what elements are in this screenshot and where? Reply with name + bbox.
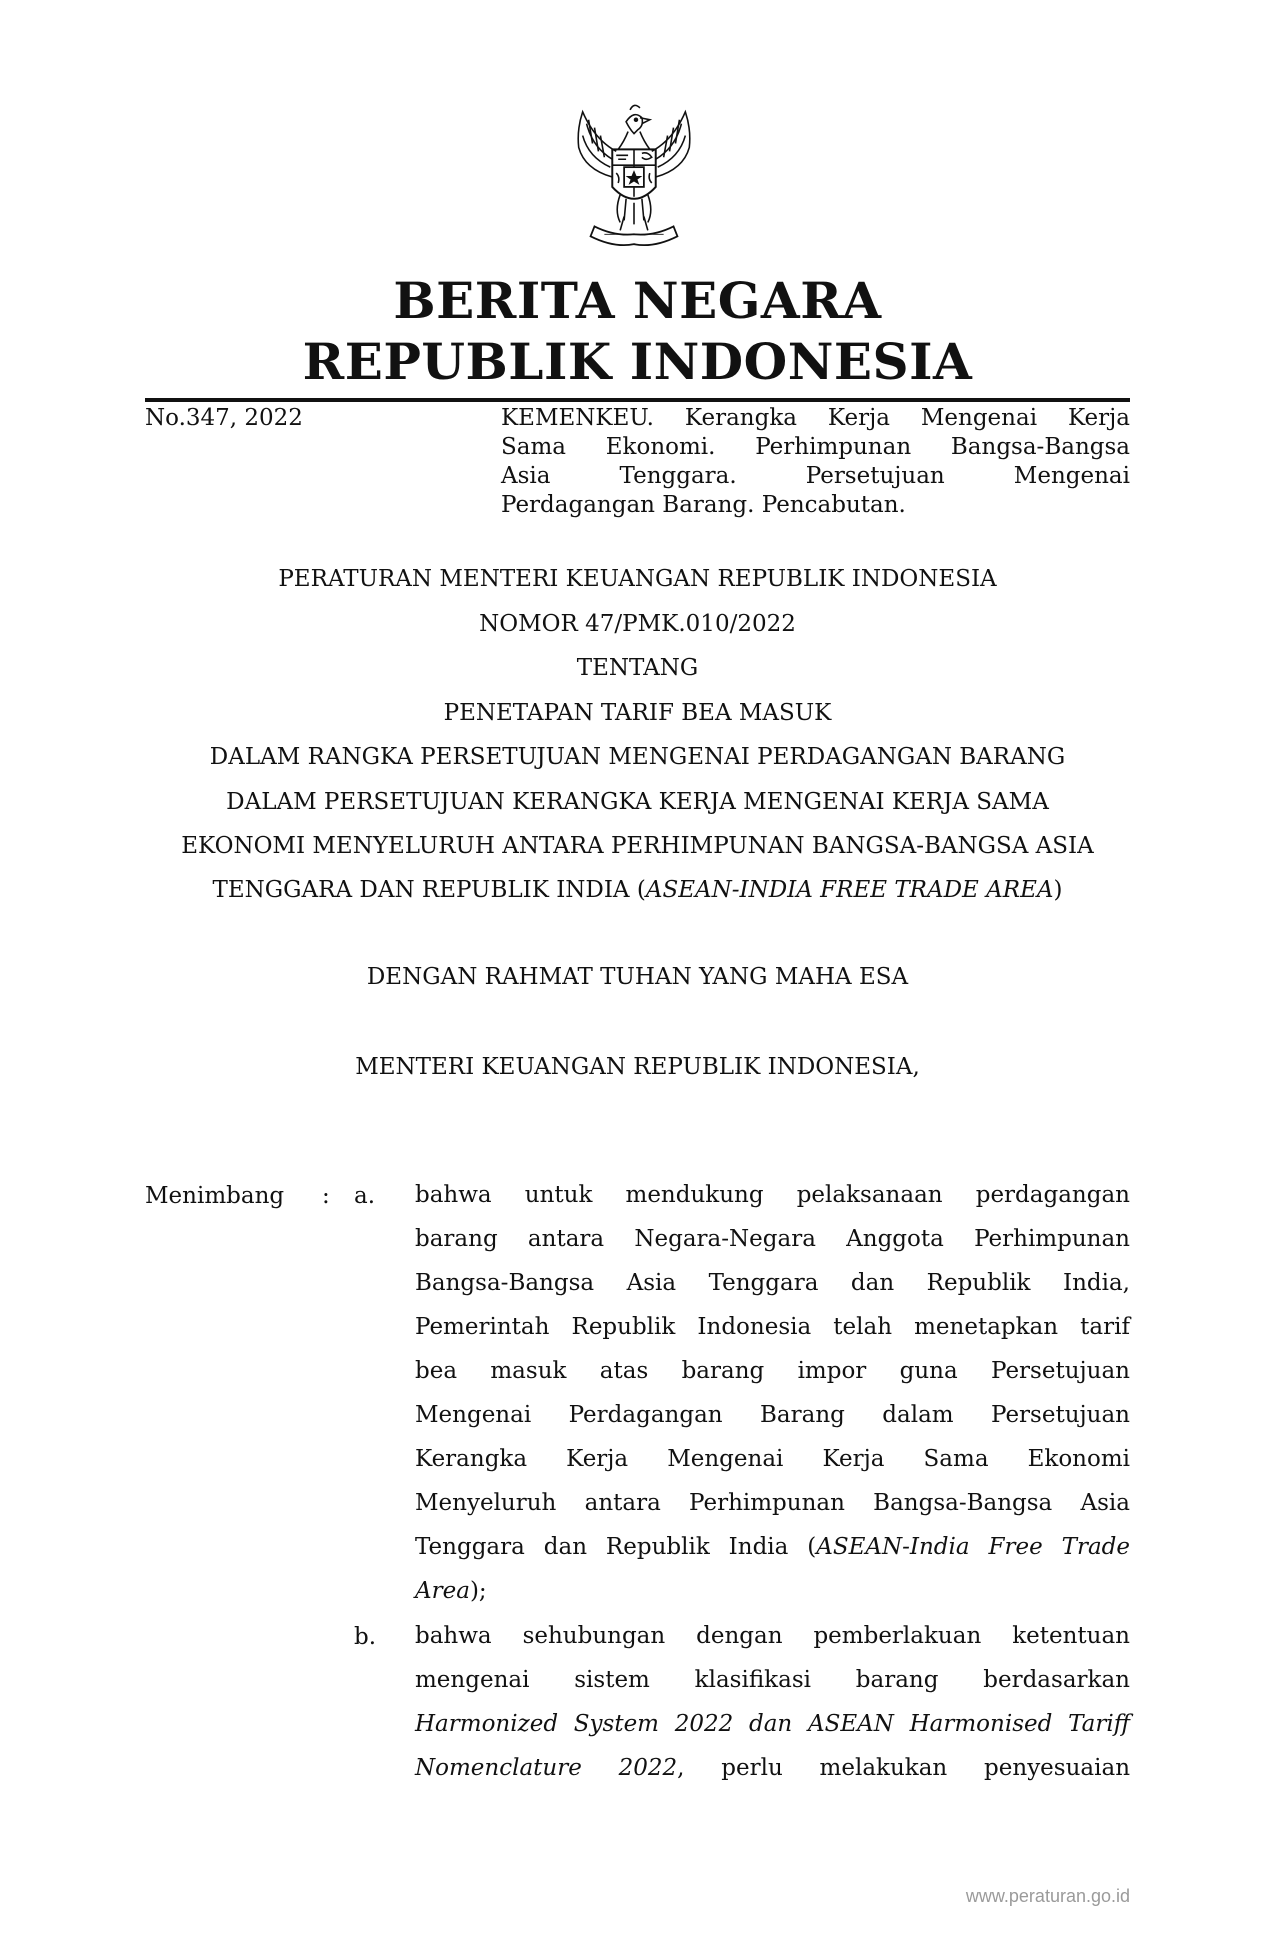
line-suffix: ); (469, 1578, 487, 1604)
issue-summary-line: Perdagangan Barang. Pencabutan. (501, 492, 906, 518)
regulation-number: NOMOR 47/PMK.010/2022 (479, 611, 796, 637)
garuda-emblem-icon (555, 100, 713, 258)
paragraph-line (415, 1569, 1130, 1613)
issue-summary-line: Asia Tenggara. Persetujuan Mengenai (501, 463, 1130, 489)
issue-summary-line: Sama Ekonomi. Perhimpunan Bangsa-Bangsa (501, 434, 1130, 460)
minister-title: MENTERI KEUANGAN REPUBLIK INDONESIA, (355, 1054, 920, 1080)
paragraph-line (415, 1702, 1130, 1746)
line-italic: Nomenclature 2022 (415, 1755, 678, 1781)
paragraph-line: bahwa untuk mendukung pelaksanaan perdagangan (415, 1182, 1130, 1208)
line-italic: Area (415, 1578, 470, 1604)
regulation-title-italic: ASEAN-INDIA FREE TRADE AREA (645, 877, 1054, 903)
paragraph-line (415, 1525, 1130, 1569)
considerations-colon: : (322, 1183, 330, 1209)
considerations-label: Menimbang (145, 1183, 285, 1209)
regulation-title-prefix: TENGGARA DAN REPUBLIK INDIA ( (212, 877, 646, 903)
paragraph-line: Bangsa-Bangsa Asia Tenggara dan Republik India, (415, 1270, 1130, 1296)
issue-number: No.347, 2022 (145, 405, 303, 431)
regulation-title-line: DALAM PERSETUJUAN KERANGKA KERJA MENGENAI KERJA SAMA (226, 789, 1049, 815)
regulation-about: TENTANG (576, 655, 699, 681)
footer-url: www.peraturan.go.id (965, 1886, 1130, 1906)
paragraph-line: Menyeluruh antara Perhimpunan Bangsa-Bangsa Asia (415, 1490, 1130, 1516)
regulation-type: PERATURAN MENTERI KEUANGAN REPUBLIK INDONESIA (278, 566, 997, 592)
paragraph-line: Kerangka Kerja Mengenai Kerja Sama Ekonomi (415, 1446, 1130, 1472)
paragraph-line (415, 1746, 1130, 1790)
masthead-title-line1: BERITA NEGARA (393, 271, 882, 330)
grace-statement: DENGAN RAHMAT TUHAN YANG MAHA ESA (366, 964, 909, 990)
item-b-letter: b. (354, 1624, 377, 1650)
regulation-title-line: EKONOMI MENYELURUH ANTARA PERHIMPUNAN BANGSA-BANGSA ASIA (181, 833, 1094, 859)
regulation-title-line-last (145, 877, 1130, 903)
masthead-title-line2: REPUBLIK INDONESIA (302, 332, 973, 391)
line-prefix: Tenggara dan Republik India ( (415, 1534, 817, 1560)
regulation-title-line: DALAM RANGKA PERSETUJUAN MENGENAI PERDAGANGAN BARANG (209, 744, 1066, 770)
paragraph-line: Pemerintah Republik Indonesia telah menetapkan tarif (415, 1314, 1130, 1340)
masthead-divider (145, 398, 1130, 402)
line-italic: Harmonized System 2022 dan ASEAN Harmonised Tariff (415, 1711, 1130, 1737)
issue-summary-line: KEMENKEU. Kerangka Kerja Mengenai Kerja (501, 405, 1130, 431)
item-a-letter: a. (354, 1183, 376, 1209)
regulation-title-suffix: ) (1053, 877, 1063, 903)
regulation-title-line: PENETAPAN TARIF BEA MASUK (443, 700, 832, 726)
paragraph-line: bahwa sehubungan dengan pemberlakuan ketentuan (415, 1623, 1130, 1649)
line-suffix: , perlu melakukan penyesuaian (677, 1755, 1131, 1781)
line-italic: ASEAN-India Free Trade (816, 1534, 1130, 1560)
issue-summary (501, 404, 1130, 520)
paragraph-line: Mengenai Perdagangan Barang dalam Persetujuan (415, 1402, 1130, 1428)
paragraph-line: mengenai sistem klasifikasi barang berdasarkan (415, 1667, 1130, 1693)
paragraph-line: barang antara Negara-Negara Anggota Perhimpunan (415, 1226, 1130, 1252)
paragraph-line: bea masuk atas barang impor guna Persetujuan (415, 1358, 1130, 1384)
